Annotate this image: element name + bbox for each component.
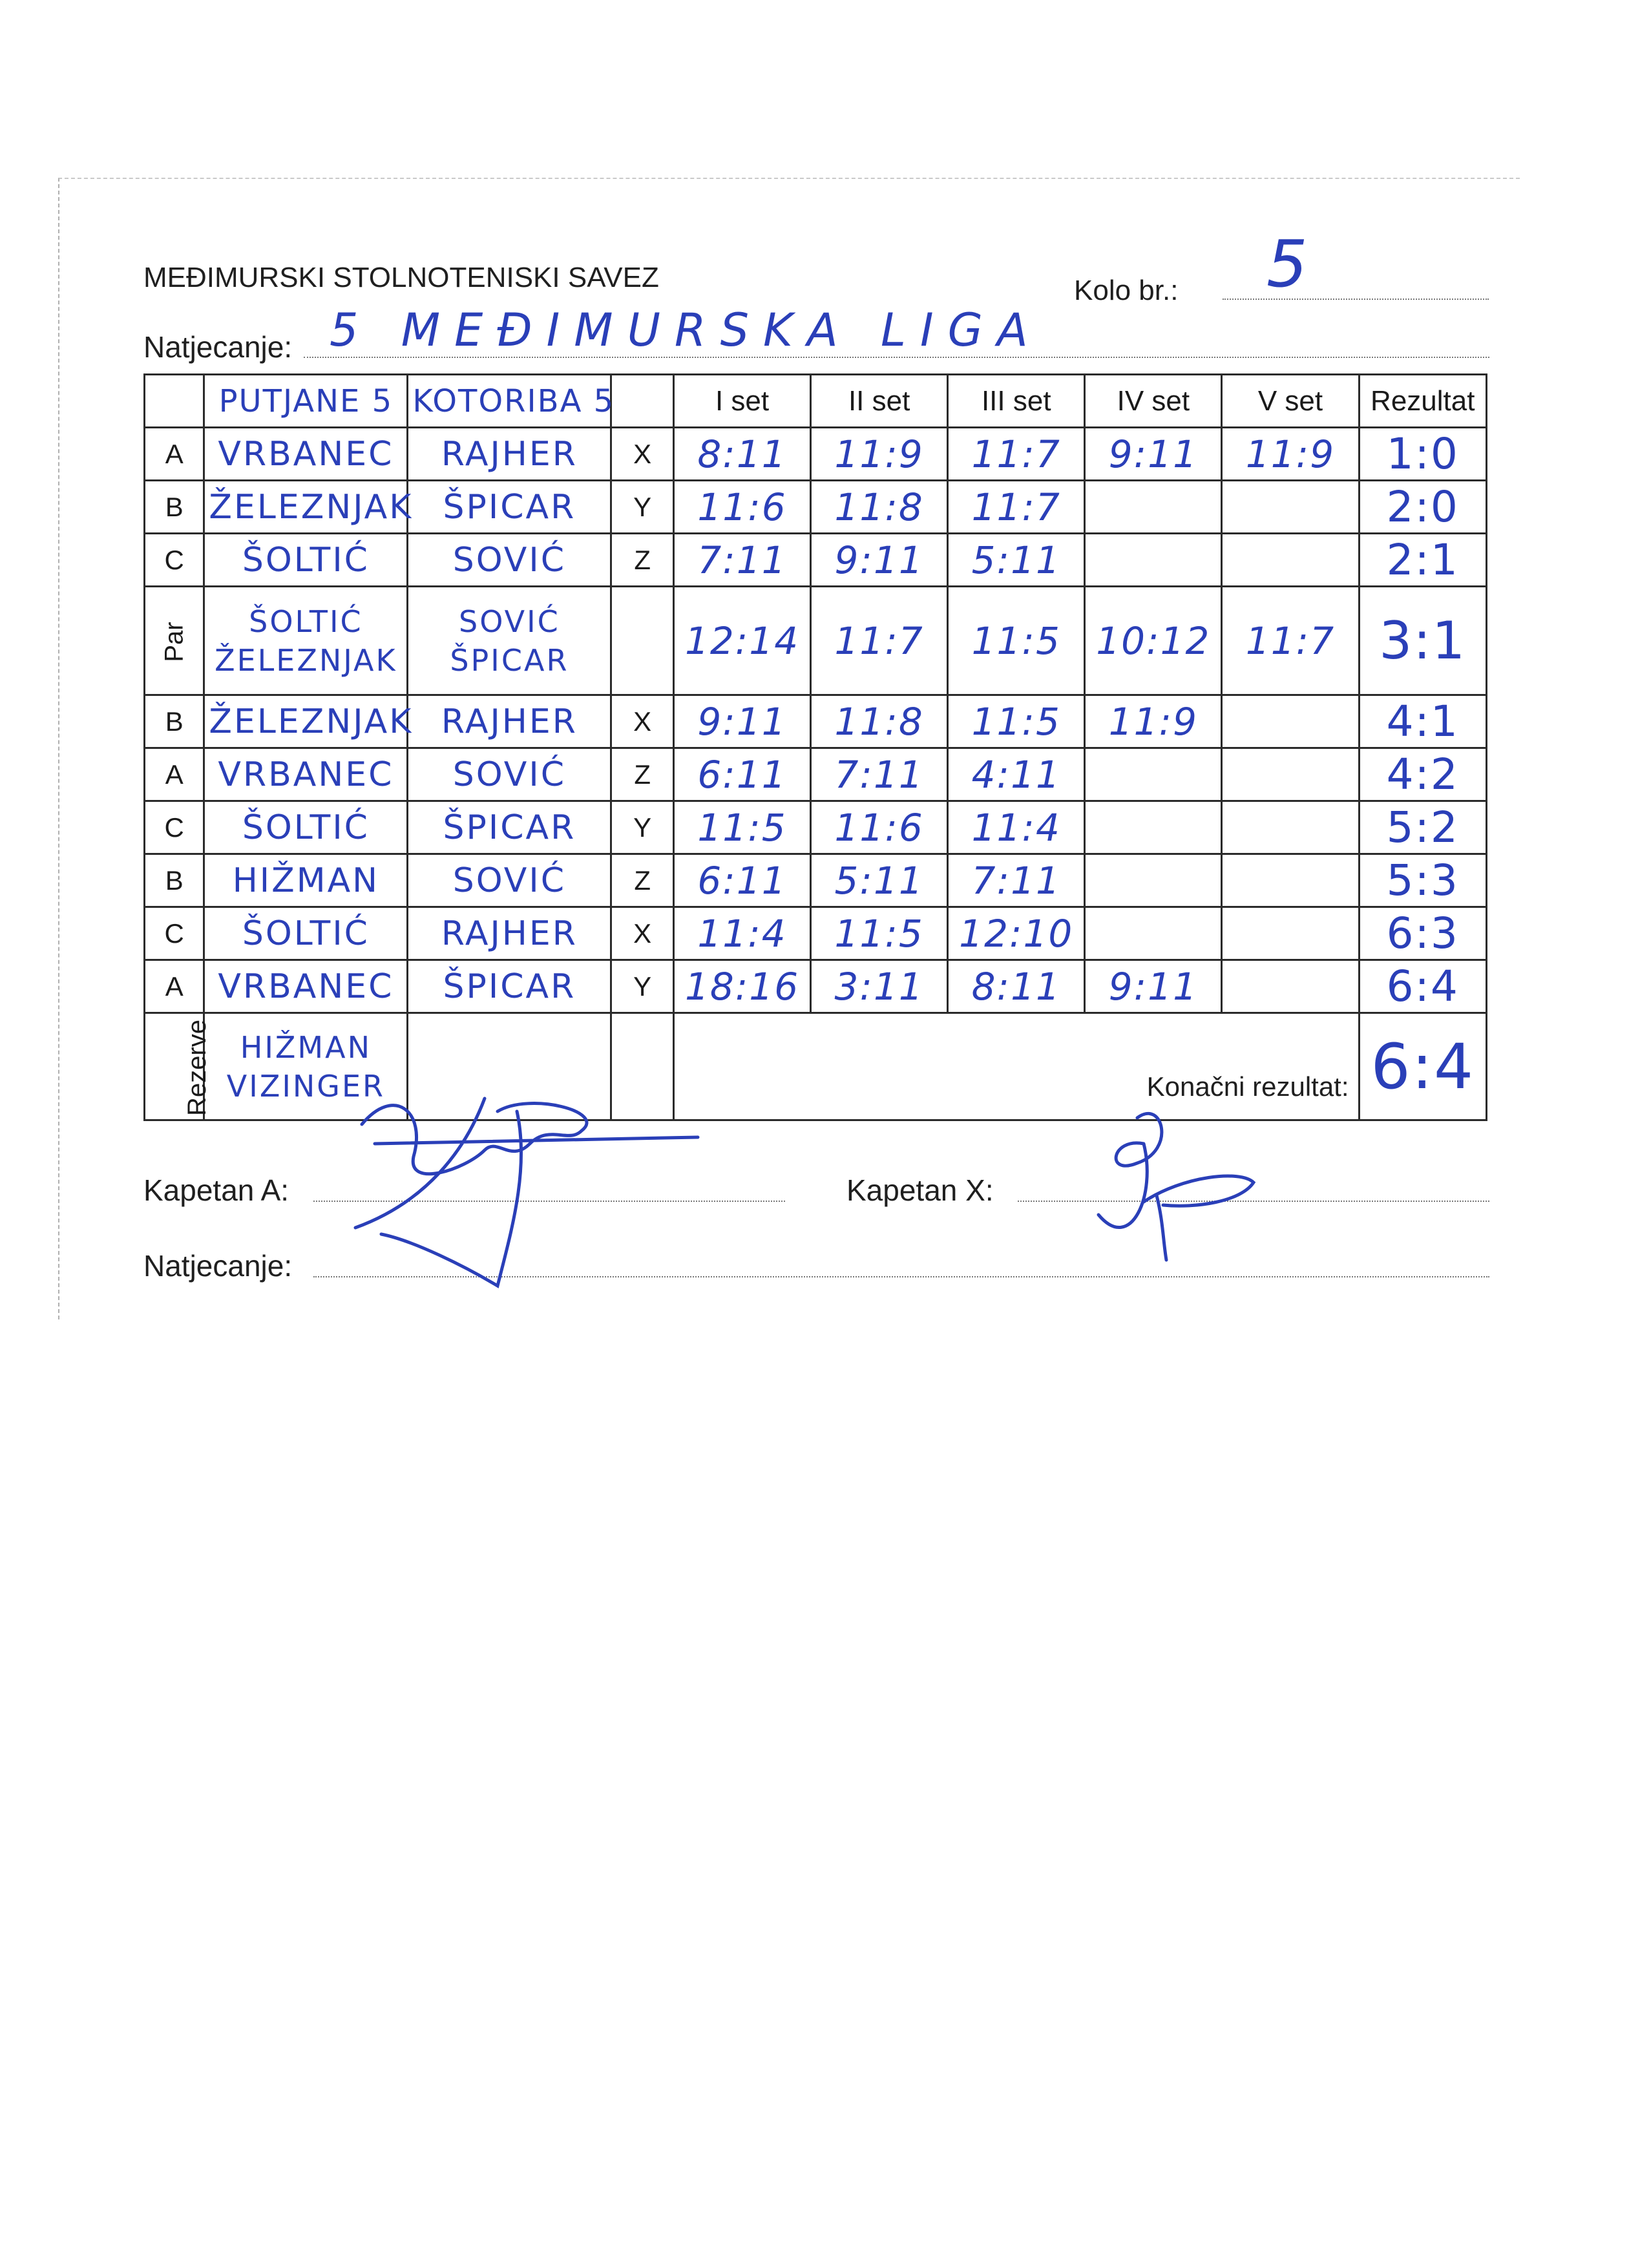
row-result: 1:0 xyxy=(1359,428,1486,481)
table-row xyxy=(145,428,1487,481)
player-x: ŠPICAR xyxy=(408,801,611,854)
row-label: C xyxy=(145,534,204,587)
row-label: A xyxy=(145,960,204,1013)
row-mark: X xyxy=(611,907,674,960)
reserve-a-2: VIZINGER xyxy=(226,1068,385,1104)
set-score xyxy=(1085,801,1222,854)
footer-competition-label: Natjecanje: xyxy=(143,1249,293,1283)
set-score: 7:11 xyxy=(673,534,810,587)
set-score xyxy=(1222,801,1359,854)
player-x: ŠPICAR xyxy=(408,960,611,1013)
row-result: 3:1 xyxy=(1359,587,1486,695)
row-mark: Z xyxy=(611,748,674,801)
set-score: 5:11 xyxy=(948,534,1085,587)
player-a: ŽELEZNJAK xyxy=(204,481,408,534)
final-label: Konačni rezultat: xyxy=(673,1013,1359,1120)
competition-label: Natjecanje: xyxy=(143,330,293,364)
set-score: 18:16 xyxy=(673,960,810,1013)
set-header-1: I set xyxy=(673,375,810,428)
row-mark: Z xyxy=(611,854,674,907)
set-score xyxy=(1222,481,1359,534)
row-result: 4:1 xyxy=(1359,695,1486,748)
competition-line xyxy=(304,357,1489,358)
set-score: 11:5 xyxy=(811,907,948,960)
set-score: 11:4 xyxy=(948,801,1085,854)
player-x-2: ŠPICAR xyxy=(450,642,569,678)
set-header-3: III set xyxy=(948,375,1085,428)
table-row xyxy=(145,695,1487,748)
doubles-label: Par xyxy=(160,621,189,662)
corner-cell xyxy=(145,375,204,428)
table-row xyxy=(145,854,1487,907)
player-a: HIŽMAN xyxy=(204,854,408,907)
set-score: 7:11 xyxy=(811,748,948,801)
row-label: B xyxy=(145,695,204,748)
row-mark: Z xyxy=(611,534,674,587)
player-x: SOVIĆ xyxy=(459,604,560,639)
header-row xyxy=(145,375,1487,428)
set-score: 11:6 xyxy=(673,481,810,534)
set-score: 10:12 xyxy=(1085,587,1222,695)
row-result: 6:3 xyxy=(1359,907,1486,960)
row-mark: X xyxy=(611,695,674,748)
set-score: 11:7 xyxy=(948,481,1085,534)
set-score: 11:5 xyxy=(948,587,1085,695)
row-label: C xyxy=(145,801,204,854)
table-row xyxy=(145,907,1487,960)
round-label: Kolo br.: xyxy=(1074,275,1179,306)
player-a-2: ŽELEZNJAK xyxy=(215,642,397,678)
set-score: 11:5 xyxy=(948,695,1085,748)
table-row xyxy=(145,801,1487,854)
player-x: RAJHER xyxy=(408,695,611,748)
competition-value: 5 MEĐIMURSKA LIGA xyxy=(330,304,1042,357)
set-score: 11:8 xyxy=(811,481,948,534)
set-header-4: IV set xyxy=(1085,375,1222,428)
mark-header xyxy=(611,375,674,428)
player-a: ŠOLTIĆ xyxy=(204,801,408,854)
player-a: ŠOLTIĆ xyxy=(249,604,363,639)
row-label: B xyxy=(145,854,204,907)
table-row xyxy=(145,748,1487,801)
set-score xyxy=(1222,534,1359,587)
player-a: ŠOLTIĆ xyxy=(204,907,408,960)
set-score xyxy=(1222,960,1359,1013)
set-score xyxy=(1085,854,1222,907)
score-table xyxy=(143,373,1487,1121)
player-x: RAJHER xyxy=(408,428,611,481)
doubles-players-a xyxy=(204,587,408,695)
set-score: 6:11 xyxy=(673,748,810,801)
federation-title: MEĐIMURSKI STOLNOTENISKI SAVEZ xyxy=(143,262,659,293)
team-a-name: PUTJANE 5 xyxy=(204,375,408,428)
captain-x-label: Kapetan X: xyxy=(846,1173,994,1207)
set-score: 5:11 xyxy=(811,854,948,907)
doubles-label-cell xyxy=(145,587,204,695)
set-score: 11:5 xyxy=(673,801,810,854)
doubles-row xyxy=(145,587,1487,695)
set-score: 9:11 xyxy=(1085,960,1222,1013)
player-x: SOVIĆ xyxy=(408,748,611,801)
set-score xyxy=(1222,748,1359,801)
set-score: 6:11 xyxy=(673,854,810,907)
set-score xyxy=(1085,534,1222,587)
player-x: RAJHER xyxy=(408,907,611,960)
reserve-label: Rezerve xyxy=(182,1019,211,1116)
set-score xyxy=(1222,854,1359,907)
final-result: 6:4 xyxy=(1359,1013,1486,1120)
set-score: 11:6 xyxy=(811,801,948,854)
row-label: C xyxy=(145,907,204,960)
set-score: 11:9 xyxy=(1222,428,1359,481)
row-label: B xyxy=(145,481,204,534)
captain-a-signature xyxy=(336,1073,698,1305)
row-mark: Y xyxy=(611,801,674,854)
set-score: 4:11 xyxy=(948,748,1085,801)
row-result: 6:4 xyxy=(1359,960,1486,1013)
player-a: VRBANEC xyxy=(204,960,408,1013)
team-x-name: KOTORIBA 5 xyxy=(408,375,611,428)
set-score: 11:7 xyxy=(811,587,948,695)
set-header-5: V set xyxy=(1222,375,1359,428)
set-score: 11:4 xyxy=(673,907,810,960)
doubles-players-x xyxy=(408,587,611,695)
row-label: A xyxy=(145,428,204,481)
row-mark: X xyxy=(611,428,674,481)
player-x: SOVIĆ xyxy=(408,534,611,587)
row-mark: Y xyxy=(611,960,674,1013)
set-score: 12:10 xyxy=(948,907,1085,960)
row-result: 2:0 xyxy=(1359,481,1486,534)
player-x: ŠPICAR xyxy=(408,481,611,534)
captain-x-signature xyxy=(1073,1098,1266,1266)
set-score xyxy=(1085,907,1222,960)
captain-a-label: Kapetan A: xyxy=(143,1173,289,1207)
row-label: A xyxy=(145,748,204,801)
set-score: 7:11 xyxy=(948,854,1085,907)
row-result: 5:2 xyxy=(1359,801,1486,854)
table-row xyxy=(145,534,1487,587)
set-score: 11:8 xyxy=(811,695,948,748)
player-a: VRBANEC xyxy=(204,748,408,801)
set-score: 8:11 xyxy=(948,960,1085,1013)
player-a: VRBANEC xyxy=(204,428,408,481)
row-result: 2:1 xyxy=(1359,534,1486,587)
set-score: 11:9 xyxy=(1085,695,1222,748)
row-result: 4:2 xyxy=(1359,748,1486,801)
round-value: 5 xyxy=(1266,226,1310,302)
row-result: 5:3 xyxy=(1359,854,1486,907)
round-line xyxy=(1223,299,1489,300)
player-a: ŽELEZNJAK xyxy=(204,695,408,748)
table-row xyxy=(145,481,1487,534)
set-score xyxy=(1085,748,1222,801)
set-header-2: II set xyxy=(811,375,948,428)
set-score: 8:11 xyxy=(673,428,810,481)
set-score: 9:11 xyxy=(1085,428,1222,481)
set-score: 9:11 xyxy=(811,534,948,587)
reserve-a-1: HIŽMAN xyxy=(240,1029,372,1065)
player-x: SOVIĆ xyxy=(408,854,611,907)
row-mark: Y xyxy=(611,481,674,534)
result-header: Rezultat xyxy=(1359,375,1486,428)
set-score xyxy=(1222,907,1359,960)
set-score: 3:11 xyxy=(811,960,948,1013)
set-score: 9:11 xyxy=(673,695,810,748)
reserve-label-cell xyxy=(145,1013,211,1120)
set-score: 11:7 xyxy=(1222,587,1359,695)
set-score xyxy=(1222,695,1359,748)
set-score: 12:14 xyxy=(673,587,810,695)
set-score xyxy=(1085,481,1222,534)
player-a: ŠOLTIĆ xyxy=(204,534,408,587)
row-mark xyxy=(611,587,674,695)
table-row xyxy=(145,960,1487,1013)
set-score: 11:7 xyxy=(948,428,1085,481)
set-score: 11:9 xyxy=(811,428,948,481)
